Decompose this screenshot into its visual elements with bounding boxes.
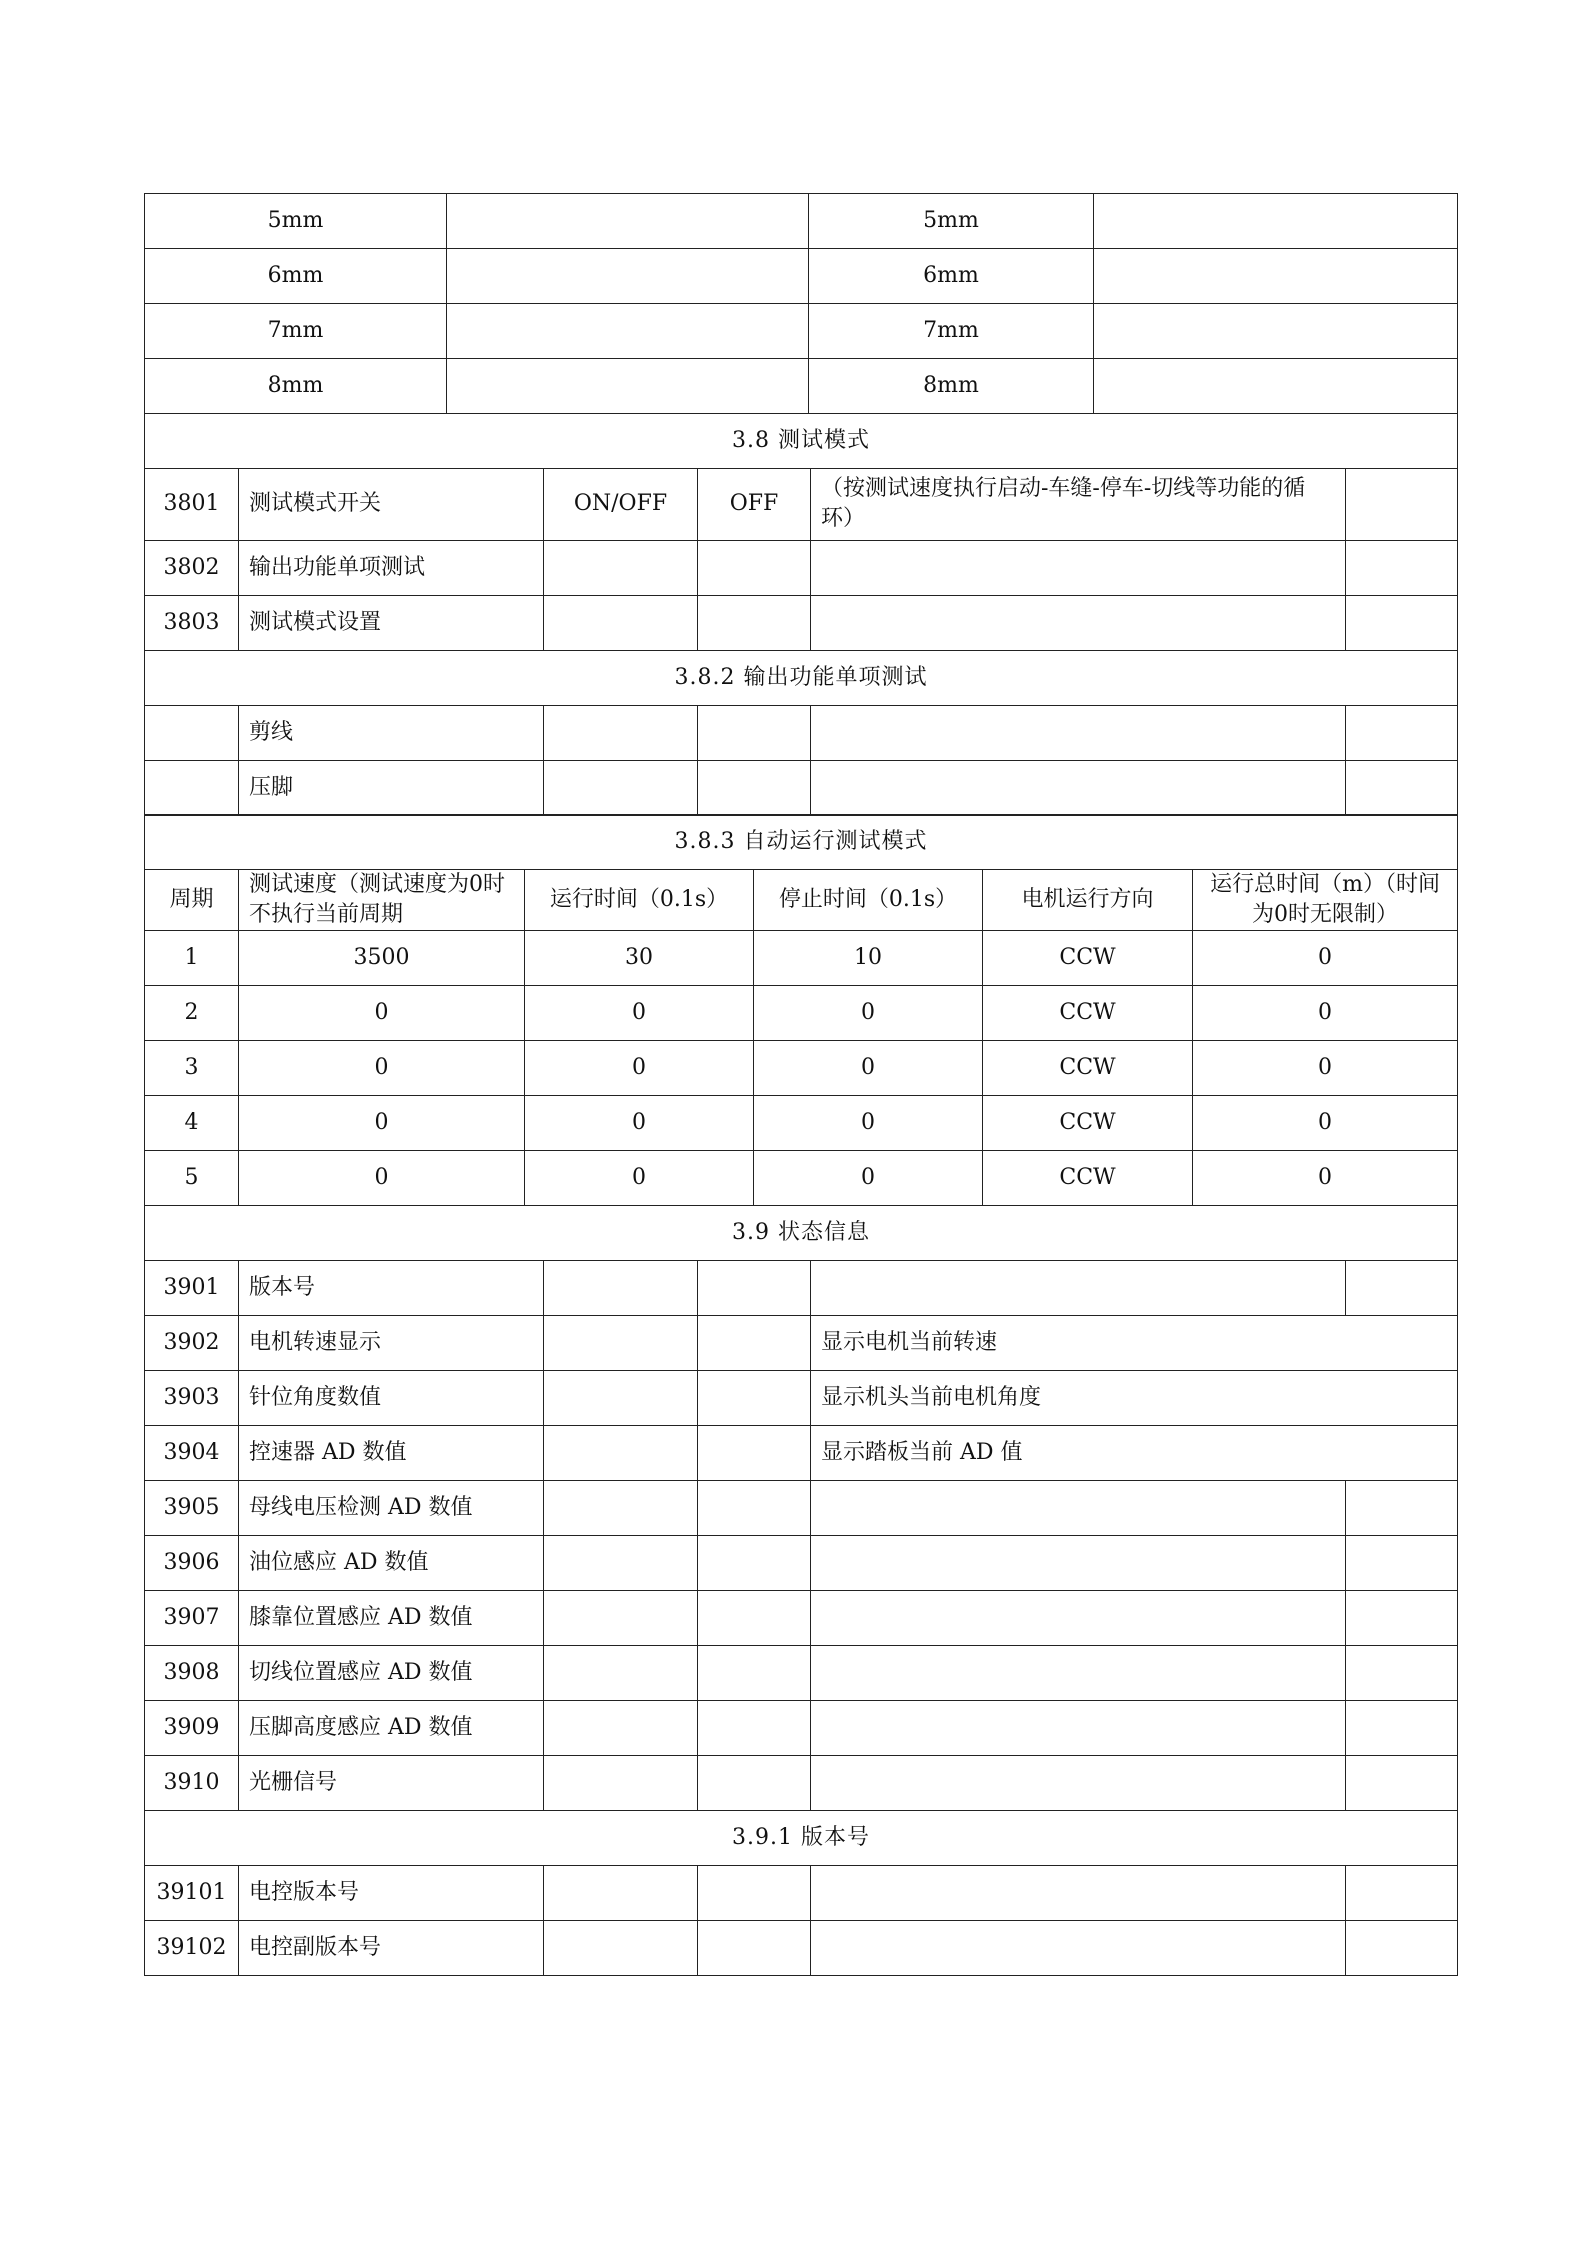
total-time: 0	[1193, 1041, 1458, 1096]
table-row	[145, 931, 1458, 986]
table-row	[145, 760, 1458, 815]
param-description	[811, 705, 1346, 760]
table-row	[145, 540, 1458, 595]
param-description	[811, 1755, 1346, 1810]
table-row	[145, 1755, 1458, 1810]
header-speed: 测试速度（测试速度为0时不执行当前周期	[239, 870, 525, 931]
section-title-3-8: 3.8 测试模式	[145, 413, 1458, 468]
param-range	[544, 1260, 698, 1315]
param-name: 测试模式设置	[239, 595, 544, 650]
param-range	[544, 1865, 698, 1920]
param-description	[811, 1260, 1346, 1315]
param-default	[698, 1755, 811, 1810]
param-note	[1346, 1535, 1458, 1590]
mm-right-value	[1094, 304, 1458, 359]
param-default	[698, 1920, 811, 1975]
param-note	[1346, 595, 1458, 650]
speed: 3500	[239, 931, 525, 986]
param-default	[698, 1535, 811, 1590]
table-row	[145, 1535, 1458, 1590]
param-description	[811, 595, 1346, 650]
period: 3	[145, 1041, 239, 1096]
table-row	[145, 1425, 1458, 1480]
direction: CCW	[983, 1151, 1193, 1206]
param-note	[1346, 1590, 1458, 1645]
mm-table	[144, 193, 1458, 414]
direction: CCW	[983, 986, 1193, 1041]
param-range	[544, 1590, 698, 1645]
header-direction: 电机运行方向	[983, 870, 1193, 931]
param-code: 3902	[145, 1315, 239, 1370]
mm-right-label: 6mm	[809, 249, 1094, 304]
mm-right-value	[1094, 359, 1458, 414]
param-note	[1346, 760, 1458, 815]
param-range	[544, 1425, 698, 1480]
parameter-table-page	[144, 193, 1457, 1976]
param-note	[1346, 1645, 1458, 1700]
stop-time: 10	[754, 931, 983, 986]
section-title-3-9-1: 3.9.1 版本号	[145, 1810, 1458, 1865]
param-note	[1346, 1920, 1458, 1975]
param-note	[1346, 468, 1458, 540]
mm-left-value	[447, 194, 809, 249]
header-period: 周期	[145, 870, 239, 931]
param-default: OFF	[698, 468, 811, 540]
run-time: 0	[525, 1041, 754, 1096]
param-name: 切线位置感应 AD 数值	[239, 1645, 544, 1700]
param-name: 控速器 AD 数值	[239, 1425, 544, 1480]
param-code: 3903	[145, 1370, 239, 1425]
param-note	[1346, 1260, 1458, 1315]
param-range	[544, 760, 698, 815]
param-description	[811, 1590, 1346, 1645]
run-time: 0	[525, 1151, 754, 1206]
param-code: 39102	[145, 1920, 239, 1975]
param-note	[1346, 1700, 1458, 1755]
period: 1	[145, 931, 239, 986]
header-stop-time: 停止时间（0.1s）	[754, 870, 983, 931]
param-default	[698, 705, 811, 760]
period: 4	[145, 1096, 239, 1151]
param-description	[811, 1920, 1346, 1975]
total-time: 0	[1193, 986, 1458, 1041]
table-row	[145, 1865, 1458, 1920]
mm-right-value	[1094, 249, 1458, 304]
param-description	[811, 1865, 1346, 1920]
table-row	[145, 1041, 1458, 1096]
param-note	[1346, 1480, 1458, 1535]
param-code: 39101	[145, 1865, 239, 1920]
param-name: 电控版本号	[239, 1865, 544, 1920]
param-range	[544, 1535, 698, 1590]
param-description	[811, 1700, 1346, 1755]
stop-time: 0	[754, 1151, 983, 1206]
table-row	[145, 468, 1458, 540]
table-row	[145, 1480, 1458, 1535]
mm-left-label: 6mm	[145, 249, 447, 304]
param-code: 3906	[145, 1535, 239, 1590]
param-name: 压脚	[239, 760, 544, 815]
param-name: 母线电压检测 AD 数值	[239, 1480, 544, 1535]
param-range	[544, 705, 698, 760]
param-note	[1346, 705, 1458, 760]
param-name: 油位感应 AD 数值	[239, 1535, 544, 1590]
param-name: 压脚高度感应 AD 数值	[239, 1700, 544, 1755]
table-row	[145, 1370, 1458, 1425]
header-row	[145, 870, 1458, 931]
param-default	[698, 540, 811, 595]
mm-right-label: 7mm	[809, 304, 1094, 359]
param-name: 剪线	[239, 705, 544, 760]
mm-left-value	[447, 359, 809, 414]
mm-right-label: 8mm	[809, 359, 1094, 414]
run-time: 0	[525, 1096, 754, 1151]
param-range	[544, 1755, 698, 1810]
param-name: 版本号	[239, 1260, 544, 1315]
section-header-row	[145, 413, 1458, 468]
table-row	[145, 986, 1458, 1041]
period: 2	[145, 986, 239, 1041]
table-row	[145, 595, 1458, 650]
section-header-row	[145, 1810, 1458, 1865]
param-default	[698, 760, 811, 815]
param-default	[698, 1590, 811, 1645]
speed: 0	[239, 1151, 525, 1206]
period: 5	[145, 1151, 239, 1206]
table-row	[145, 1590, 1458, 1645]
speed: 0	[239, 1096, 525, 1151]
section-header-row	[145, 815, 1458, 870]
param-code: 3802	[145, 540, 239, 595]
param-description: （按测试速度执行启动-车缝-停车-切线等功能的循环）	[811, 468, 1346, 540]
param-range	[544, 595, 698, 650]
table-row	[145, 705, 1458, 760]
param-note	[1346, 1865, 1458, 1920]
param-code: 3801	[145, 468, 239, 540]
param-description: 显示踏板当前 AD 值	[811, 1425, 1458, 1480]
param-code: 3910	[145, 1755, 239, 1810]
param-default	[698, 1865, 811, 1920]
param-description	[811, 1535, 1346, 1590]
section-title-3-9: 3.9 状态信息	[145, 1205, 1458, 1260]
param-range	[544, 1700, 698, 1755]
direction: CCW	[983, 931, 1193, 986]
param-range: ON/OFF	[544, 468, 698, 540]
param-range	[544, 1480, 698, 1535]
table-row	[145, 304, 1458, 359]
param-range	[544, 1370, 698, 1425]
param-description	[811, 1645, 1346, 1700]
header-total-time: 运行总时间（m）（时间为0时无限制）	[1193, 870, 1458, 931]
mm-left-label: 8mm	[145, 359, 447, 414]
table-row	[145, 1260, 1458, 1315]
table-row	[145, 1700, 1458, 1755]
param-description	[811, 760, 1346, 815]
param-note	[1346, 1755, 1458, 1810]
table-row	[145, 1920, 1458, 1975]
param-range	[544, 1920, 698, 1975]
param-name: 输出功能单项测试	[239, 540, 544, 595]
param-code: 3901	[145, 1260, 239, 1315]
stop-time: 0	[754, 1096, 983, 1151]
mm-right-value	[1094, 194, 1458, 249]
param-name: 针位角度数值	[239, 1370, 544, 1425]
param-code: 3908	[145, 1645, 239, 1700]
table-row	[145, 1096, 1458, 1151]
total-time: 0	[1193, 1096, 1458, 1151]
stop-time: 0	[754, 1041, 983, 1096]
param-code: 3904	[145, 1425, 239, 1480]
param-description: 显示机头当前电机角度	[811, 1370, 1458, 1425]
param-code	[145, 760, 239, 815]
param-default	[698, 1700, 811, 1755]
param-description	[811, 1480, 1346, 1535]
param-code	[145, 705, 239, 760]
section-header-row	[145, 1205, 1458, 1260]
param-name: 电控副版本号	[239, 1920, 544, 1975]
param-range	[544, 1315, 698, 1370]
param-default	[698, 1315, 811, 1370]
mm-left-value	[447, 249, 809, 304]
table-row	[145, 1151, 1458, 1206]
table-row	[145, 249, 1458, 304]
section-header-row	[145, 650, 1458, 705]
param-code: 3905	[145, 1480, 239, 1535]
param-name: 测试模式开关	[239, 468, 544, 540]
table-row	[145, 1645, 1458, 1700]
section-title-3-8-2: 3.8.2 输出功能单项测试	[145, 650, 1458, 705]
param-default	[698, 1260, 811, 1315]
param-code: 3803	[145, 595, 239, 650]
param-name: 电机转速显示	[239, 1315, 544, 1370]
speed: 0	[239, 1041, 525, 1096]
param-note	[1346, 540, 1458, 595]
mm-left-value	[447, 304, 809, 359]
total-time: 0	[1193, 931, 1458, 986]
param-description: 显示电机当前转速	[811, 1315, 1458, 1370]
auto-run-table	[144, 814, 1458, 1206]
header-run-time: 运行时间（0.1s）	[525, 870, 754, 931]
param-default	[698, 1425, 811, 1480]
table-row	[145, 194, 1458, 249]
run-time: 30	[525, 931, 754, 986]
mm-left-label: 7mm	[145, 304, 447, 359]
direction: CCW	[983, 1096, 1193, 1151]
param-default	[698, 595, 811, 650]
mm-left-label: 5mm	[145, 194, 447, 249]
direction: CCW	[983, 1041, 1193, 1096]
table-row	[145, 1315, 1458, 1370]
param-range	[544, 1645, 698, 1700]
param-default	[698, 1480, 811, 1535]
run-time: 0	[525, 986, 754, 1041]
mm-right-label: 5mm	[809, 194, 1094, 249]
param-name: 光栅信号	[239, 1755, 544, 1810]
total-time: 0	[1193, 1151, 1458, 1206]
param-code: 3907	[145, 1590, 239, 1645]
speed: 0	[239, 986, 525, 1041]
test-mode-table	[144, 413, 1458, 816]
status-info-table	[144, 1205, 1458, 1976]
param-range	[544, 540, 698, 595]
param-description	[811, 540, 1346, 595]
param-name: 膝靠位置感应 AD 数值	[239, 1590, 544, 1645]
section-title-3-8-3: 3.8.3 自动运行测试模式	[145, 815, 1458, 870]
param-default	[698, 1645, 811, 1700]
param-code: 3909	[145, 1700, 239, 1755]
param-default	[698, 1370, 811, 1425]
stop-time: 0	[754, 986, 983, 1041]
table-row	[145, 359, 1458, 414]
